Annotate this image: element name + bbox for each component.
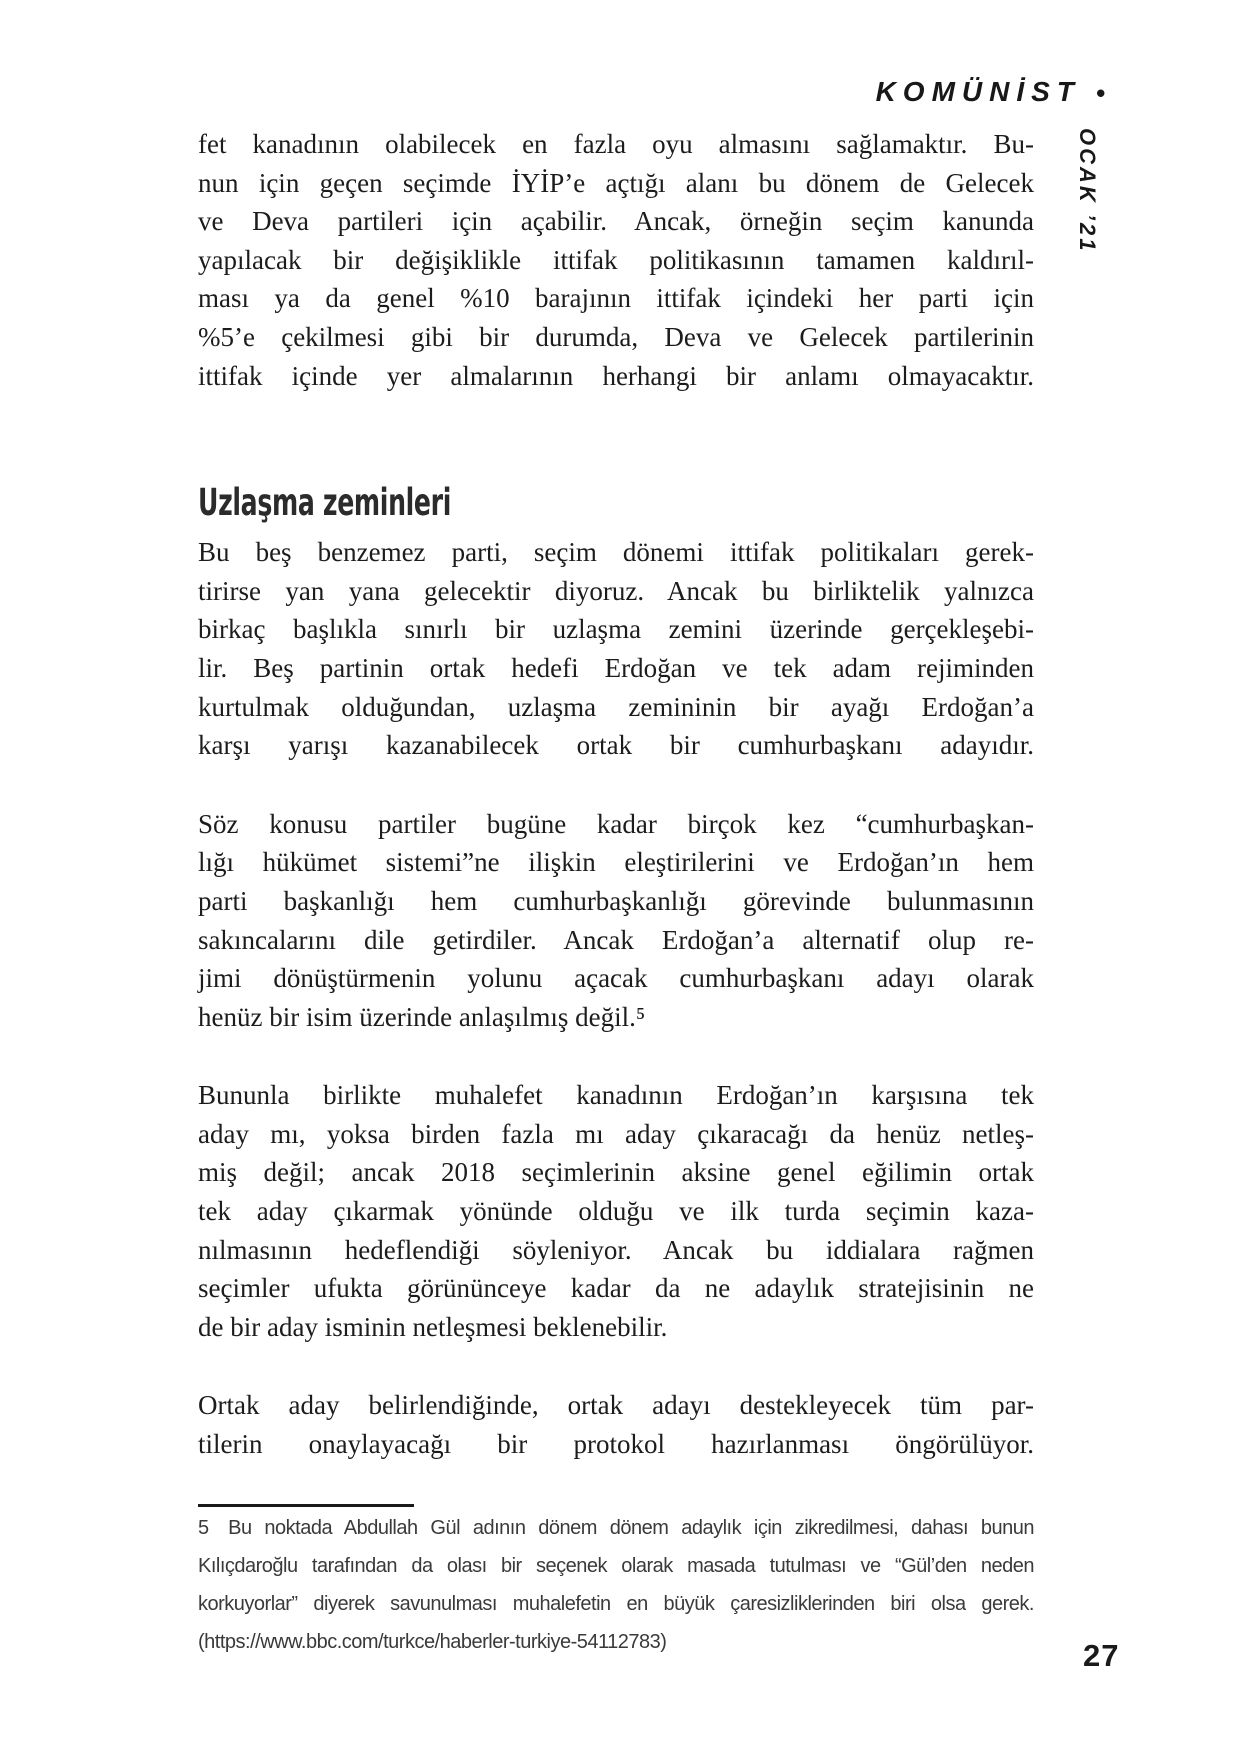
text-line: %5’e çekilmesi gibi bir durumda, Deva ve Gelecek partilerinin: [198, 321, 1034, 352]
text-line: ması ya da genel %10 barajının ittifak içindeki her parti için: [198, 283, 1034, 314]
text-line: Bununla birlikte muhalefet kanadının Erdoğan’ın karşısına tek: [198, 1080, 1034, 1111]
text-line: ittifak içinde yer almalarının herhangi bir anlamı olmayacaktır.: [198, 360, 1034, 391]
text-line: sakıncalarını dile getirdiler. Ancak Erdoğan’a alternatif olup re-: [198, 924, 1034, 955]
issue-date-vertical: OCAK ’21: [1075, 128, 1100, 254]
text-line: ve Deva partileri için açabilir. Ancak, örneğin seçim kanunda: [198, 206, 1034, 237]
paragraph-5: [198, 1386, 1034, 1463]
text-line: lir. Beş partinin ortak hedefi Erdoğan ve tek adam rejiminden: [198, 652, 1034, 683]
text-line: henüz bir isim üzerinde anlaşılmış değil.⁵: [198, 1001, 646, 1032]
text-line: Söz konusu partiler bugüne kadar birçok kez “cumhurbaşkan-: [198, 808, 1034, 839]
section-heading: Uzlaşma zeminleri: [198, 481, 452, 525]
text-line: Ortak aday belirlendiğinde, ortak adayı destekleyecek tüm par-: [198, 1390, 1034, 1421]
text-line: tek aday çıkarmak yönünde olduğu ve ilk turda seçimin kaza-: [198, 1196, 1034, 1227]
text-line: birkaç başlıkla sınırlı bir uzlaşma zemini üzerinde gerçekleşebi-: [198, 614, 1034, 645]
magazine-title: KOMÜNİST: [875, 76, 1081, 107]
page-number: 27: [1083, 1638, 1120, 1673]
text-line: nun için geçen seçimde İYİP’e açtığı alanı bu dönem de Gelecek: [198, 167, 1034, 198]
text-line: tirirse yan yana gelecektir diyoruz. Ancak bu birliktelik yalnızca: [198, 575, 1034, 606]
text-line: jimi dönüştürmenin yolunu açacak cumhurbaşkanı adayı olarak: [198, 963, 1034, 994]
text-line: tilerin onaylayacağı bir protokol hazırlanması öngörülüyor.: [198, 1429, 1034, 1460]
bullet-separator-icon: •: [1095, 77, 1105, 108]
text-line: 5 Bu noktada Abdullah Gül adının dönem dönem adaylık için zikredilmesi, dahası bunun: [198, 1516, 1034, 1539]
text-line: lığı hükümet sistemi”ne ilişkin eleştirilerini ve Erdoğan’ın hem: [198, 847, 1034, 878]
text-line: aday mı, yoksa birden fazla mı aday çıkaracağı da henüz netleş-: [198, 1118, 1034, 1149]
text-line: kurtulmak olduğundan, uzlaşma zemininin bir ayağı Erdoğan’a: [198, 691, 1034, 722]
text-line: parti başkanlığı hem cumhurbaşkanlığı görevinde bulunmasının: [198, 885, 1034, 916]
text-line: Kılıçdaroğlu tarafından da olası bir seçenek olarak masada tutulması ve “Gül’den neden: [198, 1554, 1034, 1577]
text-line: seçimler ufukta görününceye kadar da ne adaylık stratejisinin ne: [198, 1273, 1034, 1304]
running-head: [876, 76, 1105, 108]
text-line: (https://www.bbc.com/turkce/haberler-turkiye-54112783): [198, 1630, 667, 1653]
paragraph-2: [198, 533, 1034, 765]
text-line: miş değil; ancak 2018 seçimlerinin aksine genel eğilimin ortak: [198, 1157, 1034, 1188]
text-line: yapılacak bir değişiklikle ittifak politikasının tamamen kaldırıl-: [198, 244, 1034, 275]
paragraph-1: [198, 125, 1034, 395]
text-line: Bu beş benzemez parti, seçim dönemi ittifak politikaları gerek-: [198, 537, 1034, 568]
footnote-rule: [198, 1504, 414, 1507]
paragraph-3: [198, 805, 1034, 1037]
text-line: nılmasının hedeflendiği söyleniyor. Ancak bu iddialara rağmen: [198, 1234, 1034, 1265]
text-line: karşı yarışı kazanabilecek ortak bir cumhurbaşkanı adayıdır.: [198, 730, 1034, 761]
text-column: [198, 125, 1034, 1661]
text-line: de bir aday isminin netleşmesi beklenebilir.: [198, 1311, 668, 1342]
footnote: [198, 1509, 1034, 1661]
text-line: korkuyorlar” diyerek savunulması muhalefetin en büyük çaresizliklerinden biri olsa gerek.: [198, 1592, 1034, 1615]
text-line: fet kanadının olabilecek en fazla oyu almasını sağlamaktır. Bu-: [198, 129, 1034, 159]
paragraph-4: [198, 1076, 1034, 1346]
